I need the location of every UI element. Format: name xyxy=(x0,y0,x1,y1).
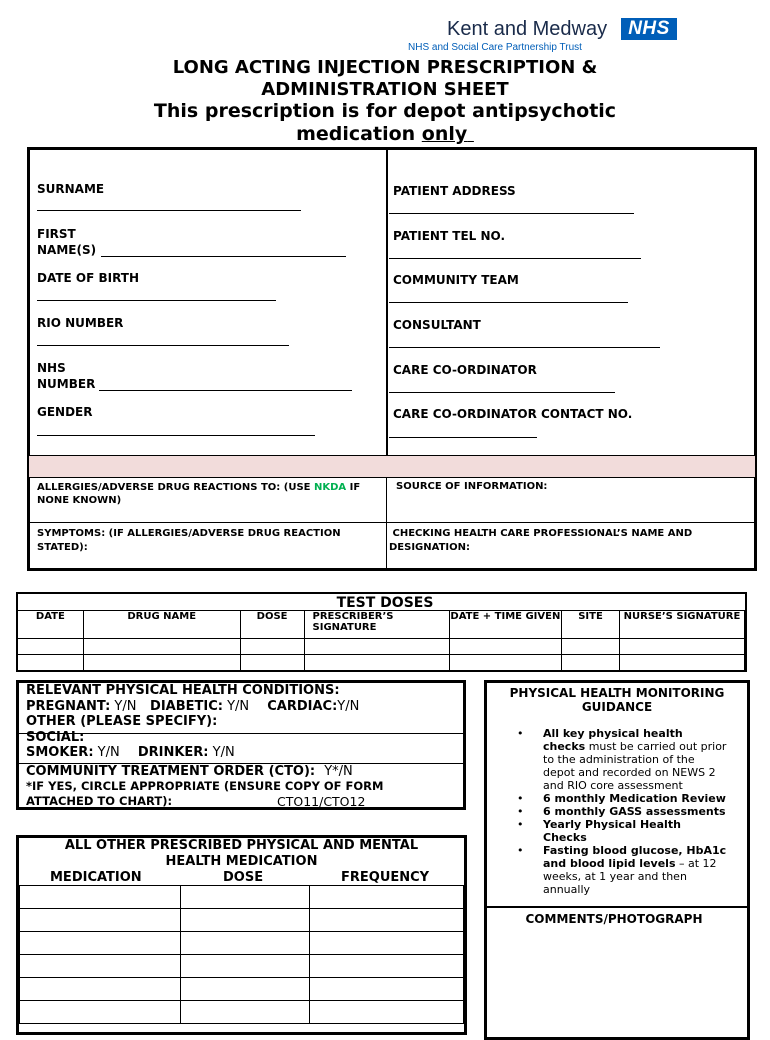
test-doses-table xyxy=(17,610,745,671)
first-names-label-b: NAME(S) xyxy=(37,243,97,257)
table-cell[interactable] xyxy=(619,639,744,655)
tel-field[interactable] xyxy=(389,258,641,259)
table-cell[interactable] xyxy=(449,655,561,671)
social-label: SOCIAL: xyxy=(26,729,85,745)
table-cell[interactable] xyxy=(310,932,464,955)
tel-label: PATIENT TEL NO. xyxy=(393,229,506,243)
dob-field[interactable] xyxy=(37,300,276,301)
table-cell[interactable] xyxy=(181,978,310,1001)
conditions-row: PREGNANT: Y/N DIABETIC: Y/N CARDIAC:Y/N xyxy=(26,698,360,714)
gender-field[interactable] xyxy=(37,435,315,436)
cto-label: COMMUNITY TREATMENT ORDER (CTO): Y*/N xyxy=(26,764,353,779)
medication-table xyxy=(19,885,464,1024)
cto-note: *IF YES, CIRCLE APPROPRIATE (ENSURE COPY OF FORM ATTACHED TO CHART): CTO11/CTO12 xyxy=(26,779,384,809)
surname-label: SURNAME xyxy=(37,182,105,196)
page-title-line1: LONG ACTING INJECTION PRESCRIPTION & xyxy=(172,57,598,78)
table-cell[interactable] xyxy=(20,909,181,932)
table-cell[interactable] xyxy=(20,955,181,978)
rio-label: RIO NUMBER xyxy=(37,316,124,330)
col-prescriber-signature: PRESCRIBER’S SIGNATURE xyxy=(304,611,449,639)
table-cell[interactable] xyxy=(181,909,310,932)
table-cell[interactable] xyxy=(619,655,744,671)
table-cell[interactable] xyxy=(310,955,464,978)
nhs-number-field[interactable] xyxy=(99,390,352,391)
col-drug-name: DRUG NAME xyxy=(83,611,240,639)
col-med-dose: DOSE xyxy=(223,870,264,885)
list-item: • All key physical health checks must be carried out prior to the administration of the depot and recorded on NEWS 2 and RIO core assessment xyxy=(517,727,727,792)
table-cell[interactable] xyxy=(20,886,181,909)
col-medication: MEDICATION xyxy=(50,870,142,885)
first-names-label-a: FIRST xyxy=(37,227,76,241)
care-coordinator-label: CARE CO-ORDINATOR xyxy=(393,363,537,377)
col-nurse-signature: NURSE’S SIGNATURE xyxy=(619,611,744,639)
social-divider xyxy=(19,733,463,734)
monitoring-list xyxy=(487,727,749,896)
list-item: • Yearly Physical Health Checks xyxy=(517,818,681,844)
allergies-label: ALLERGIES/ADVERSE DRUG REACTIONS TO: (USE NKDA IF NONE KNOWN) xyxy=(37,482,361,506)
team-label: COMMUNITY TEAM xyxy=(393,273,519,287)
table-cell[interactable] xyxy=(562,655,620,671)
table-cell[interactable] xyxy=(562,639,620,655)
test-doses-title: TEST DOSES xyxy=(336,595,434,611)
other-label: OTHER (PLEASE SPECIFY): xyxy=(26,714,218,729)
table-cell[interactable] xyxy=(310,909,464,932)
relevant-conditions-label: RELEVANT PHYSICAL HEALTH CONDITIONS: xyxy=(26,683,340,698)
comments-divider xyxy=(487,906,747,908)
table-cell[interactable] xyxy=(304,655,449,671)
source-label: SOURCE OF INFORMATION: xyxy=(396,481,548,492)
table-cell[interactable] xyxy=(310,886,464,909)
table-cell[interactable] xyxy=(20,978,181,1001)
table-cell[interactable] xyxy=(449,639,561,655)
address-field[interactable] xyxy=(389,213,634,214)
patient-divider xyxy=(386,149,388,455)
allergy-row-divider xyxy=(29,522,755,523)
subtitle-line2: medication only xyxy=(296,123,468,145)
col-date: DATE xyxy=(18,611,84,639)
table-cell[interactable] xyxy=(83,639,240,655)
surname-field[interactable] xyxy=(37,210,301,211)
medication-title: ALL OTHER PRESCRIBED PHYSICAL AND MENTAL HEALTH MEDICATION xyxy=(64,838,419,869)
table-cell[interactable] xyxy=(240,639,304,655)
table-cell[interactable] xyxy=(310,1001,464,1024)
col-dose: DOSE xyxy=(240,611,304,639)
checking-professional-label: CHECKING HEALTH CARE PROFESSIONAL’S NAME AND DESIGNATION: xyxy=(389,528,693,553)
table-cell[interactable] xyxy=(181,1001,310,1024)
list-item: • 6 monthly Medication Review xyxy=(517,792,726,805)
col-site: SITE xyxy=(562,611,620,639)
comments-label: COMMENTS/PHOTOGRAPH xyxy=(525,912,703,926)
org-name: Kent and Medway xyxy=(447,18,608,40)
nhs-number-label-b: NUMBER xyxy=(37,377,96,391)
table-cell[interactable] xyxy=(83,655,240,671)
dob-label: DATE OF BIRTH xyxy=(37,271,139,285)
list-item: • Fasting blood glucose, HbA1c and blood lipid levels – at 12 weeks, at 1 year and then annually xyxy=(517,844,727,896)
symptoms-label: SYMPTOMS: (IF ALLERGIES/ADVERSE DRUG REACTION STATED): xyxy=(37,528,341,553)
monitoring-title: PHYSICAL HEALTH MONITORING GUIDANCE xyxy=(509,686,725,714)
table-cell[interactable] xyxy=(310,978,464,1001)
allergy-col-divider xyxy=(386,477,387,569)
table-cell[interactable] xyxy=(181,932,310,955)
table-cell[interactable] xyxy=(20,1001,181,1024)
table-cell[interactable] xyxy=(18,639,84,655)
smoker-drinker-row: SMOKER: Y/N DRINKER: Y/N xyxy=(26,745,235,760)
col-date-time-given: DATE + TIME GIVEN xyxy=(449,611,561,639)
first-names-field[interactable] xyxy=(101,256,346,257)
subtitle-line1: This prescription is for depot antipsychotic xyxy=(153,100,617,122)
table-cell[interactable] xyxy=(18,655,84,671)
nhs-number-label-a: NHS xyxy=(37,361,66,375)
col-frequency: FREQUENCY xyxy=(341,870,430,885)
table-cell[interactable] xyxy=(20,932,181,955)
allergy-band xyxy=(29,455,755,478)
table-cell[interactable] xyxy=(304,639,449,655)
table-cell[interactable] xyxy=(181,886,310,909)
list-item: • 6 monthly GASS assessments xyxy=(517,805,726,818)
table-cell[interactable] xyxy=(181,955,310,978)
gender-label: GENDER xyxy=(37,405,93,419)
nhs-logo: NHS xyxy=(621,18,677,40)
care-coordinator-contact-field[interactable] xyxy=(389,437,537,438)
consultant-field[interactable] xyxy=(389,347,660,348)
care-coordinator-contact-label: CARE CO-ORDINATOR CONTACT NO. xyxy=(393,407,633,421)
org-subtitle: NHS and Social Care Partnership Trust xyxy=(408,42,582,53)
consultant-label: CONSULTANT xyxy=(393,318,481,332)
page-title-line2: ADMINISTRATION SHEET xyxy=(261,79,509,100)
rio-field[interactable] xyxy=(37,345,289,346)
team-field[interactable] xyxy=(389,302,628,303)
physical-health-text xyxy=(26,683,359,761)
care-coordinator-field[interactable] xyxy=(389,392,615,393)
table-cell[interactable] xyxy=(240,655,304,671)
address-label: PATIENT ADDRESS xyxy=(393,184,516,198)
